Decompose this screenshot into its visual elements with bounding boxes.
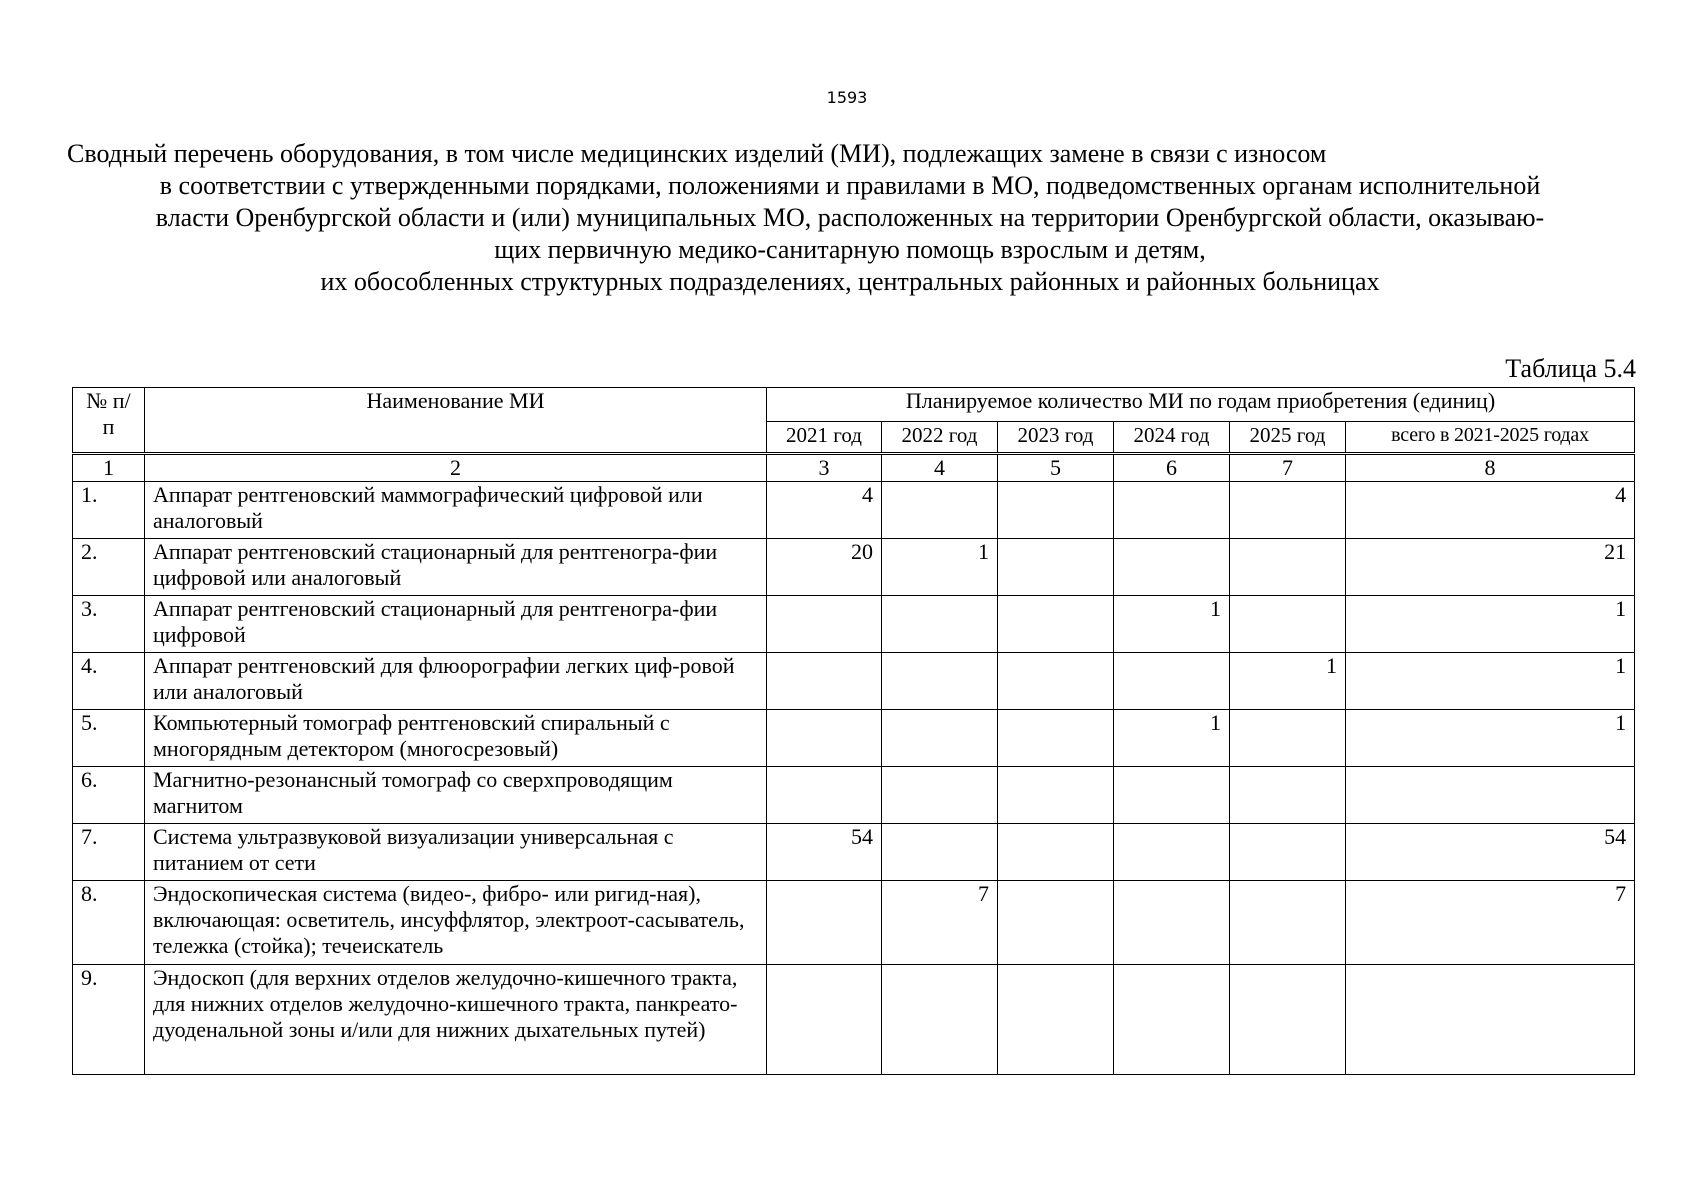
- row-value: [998, 653, 1114, 710]
- header-name: Наименование МИ: [145, 388, 767, 454]
- row-value: [1230, 767, 1346, 824]
- header-year: 2023 год: [998, 422, 1114, 454]
- row-number: 2.: [73, 539, 145, 596]
- column-number: 7: [1230, 454, 1346, 482]
- table-row: [73, 824, 1635, 881]
- title-line: щих первичную медико-санитарную помощь взрослым и детям,: [494, 235, 1206, 264]
- row-value: [998, 881, 1114, 965]
- row-value: [1230, 482, 1346, 539]
- row-value: [1230, 539, 1346, 596]
- title-line: их обособленных структурных подразделениях, центральных районных и районных больницах: [320, 267, 1380, 296]
- table-row: [73, 653, 1635, 710]
- row-total: 4: [1346, 482, 1635, 539]
- row-value: [1230, 596, 1346, 653]
- table-row: [73, 881, 1635, 965]
- header-plan: Планируемое количество МИ по годам приобретения (единиц): [767, 388, 1635, 422]
- row-value: [998, 539, 1114, 596]
- row-name: Аппарат рентгеновский стационарный для рентгеногра-фии цифровой или аналоговый: [145, 539, 767, 596]
- row-value: [998, 710, 1114, 767]
- row-value: [998, 482, 1114, 539]
- row-value: [1230, 824, 1346, 881]
- row-value: [882, 596, 998, 653]
- table-row: [73, 482, 1635, 539]
- row-number: 6.: [73, 767, 145, 824]
- title-line: Сводный перечень оборудования, в том числе медицинских изделий (МИ), подлежащих замене в связи с износом: [67, 139, 1327, 168]
- row-total: 7: [1346, 881, 1635, 965]
- row-number: 5.: [73, 710, 145, 767]
- page-number: 1593: [826, 88, 868, 107]
- row-name: Эндоскоп (для верхних отделов желудочно-кишечного тракта, для нижних отделов желудочно-кишечного тракта, панкреато-дуоденальной зоны и/или для нижних дыхательных путей): [145, 965, 767, 1075]
- row-number: 1.: [73, 482, 145, 539]
- row-number: 4.: [73, 653, 145, 710]
- row-value: [882, 653, 998, 710]
- row-value: [882, 824, 998, 881]
- row-value: [767, 965, 882, 1075]
- header-year: 2021 год: [767, 422, 882, 454]
- header-num: № п/п: [73, 388, 145, 454]
- row-value: 1: [1114, 710, 1230, 767]
- document-title: [60, 138, 1640, 298]
- column-number: 1: [73, 454, 145, 482]
- row-number: 3.: [73, 596, 145, 653]
- row-value: [1230, 965, 1346, 1075]
- row-value: 7: [882, 881, 998, 965]
- column-number: 8: [1346, 454, 1635, 482]
- row-total: 1: [1346, 710, 1635, 767]
- row-value: [1114, 965, 1230, 1075]
- row-value: [1114, 539, 1230, 596]
- row-value: [1114, 653, 1230, 710]
- row-value: 4: [767, 482, 882, 539]
- column-number: 6: [1114, 454, 1230, 482]
- row-value: 20: [767, 539, 882, 596]
- row-value: [767, 881, 882, 965]
- table-row: [73, 767, 1635, 824]
- table-label: Таблица 5.4: [1505, 354, 1636, 383]
- header-year: 2024 год: [1114, 422, 1230, 454]
- header-total: всего в 2021-2025 годах: [1346, 422, 1635, 454]
- row-value: [767, 710, 882, 767]
- row-value: [767, 767, 882, 824]
- row-value: [1114, 767, 1230, 824]
- row-number: 7.: [73, 824, 145, 881]
- row-value: [998, 824, 1114, 881]
- row-total: 1: [1346, 653, 1635, 710]
- row-value: [882, 767, 998, 824]
- row-value: [1114, 482, 1230, 539]
- row-value: [882, 482, 998, 539]
- row-value: [1114, 824, 1230, 881]
- row-value: [998, 965, 1114, 1075]
- table-row: [73, 965, 1635, 1075]
- row-total: 54: [1346, 824, 1635, 881]
- row-value: [1230, 881, 1346, 965]
- table-row: [73, 596, 1635, 653]
- row-name: Магнитно-резонансный томограф со сверхпроводящим магнитом: [145, 767, 767, 824]
- row-name: Система ультразвуковой визуализации универсальная с питанием от сети: [145, 824, 767, 881]
- title-line: в соответствии с утвержденными порядками, положениями и правилами в МО, подведомственных органам исполнительной: [159, 171, 1541, 200]
- row-value: [1114, 881, 1230, 965]
- row-name: Компьютерный томограф рентгеновский спиральный с многорядным детектором (многосрезовый): [145, 710, 767, 767]
- table-row: [73, 539, 1635, 596]
- row-total: 21: [1346, 539, 1635, 596]
- table-row: [73, 710, 1635, 767]
- row-total: [1346, 767, 1635, 824]
- row-number: 8.: [73, 881, 145, 965]
- row-value: 1: [1230, 653, 1346, 710]
- row-value: [998, 596, 1114, 653]
- row-value: 1: [882, 539, 998, 596]
- title-line: власти Оренбургской области и (или) муниципальных МО, расположенных на территории Оренбургской области, оказываю-: [155, 203, 1545, 232]
- row-name: Аппарат рентгеновский маммографический цифровой или аналоговый: [145, 482, 767, 539]
- row-name: Эндоскопическая система (видео-, фибро- или ригид-ная), включающая: осветитель, инсуффлятор, электроот-сасыватель, тележка (стойка); течеискатель: [145, 881, 767, 965]
- row-value: [882, 710, 998, 767]
- header-year: 2025 год: [1230, 422, 1346, 454]
- row-total: 1: [1346, 596, 1635, 653]
- header-year: 2022 год: [882, 422, 998, 454]
- row-value: 54: [767, 824, 882, 881]
- equipment-table: [72, 387, 1635, 1075]
- column-number: 4: [882, 454, 998, 482]
- row-name: Аппарат рентгеновский для флюорографии легких циф-ровой или аналоговый: [145, 653, 767, 710]
- row-number: 9.: [73, 965, 145, 1075]
- row-total: [1346, 965, 1635, 1075]
- row-value: 1: [1114, 596, 1230, 653]
- column-number: 2: [145, 454, 767, 482]
- row-name: Аппарат рентгеновский стационарный для рентгеногра-фии цифровой: [145, 596, 767, 653]
- row-value: [767, 653, 882, 710]
- column-number: 3: [767, 454, 882, 482]
- column-number: 5: [998, 454, 1114, 482]
- row-value: [1230, 710, 1346, 767]
- row-value: [882, 965, 998, 1075]
- row-value: [998, 767, 1114, 824]
- row-value: [767, 596, 882, 653]
